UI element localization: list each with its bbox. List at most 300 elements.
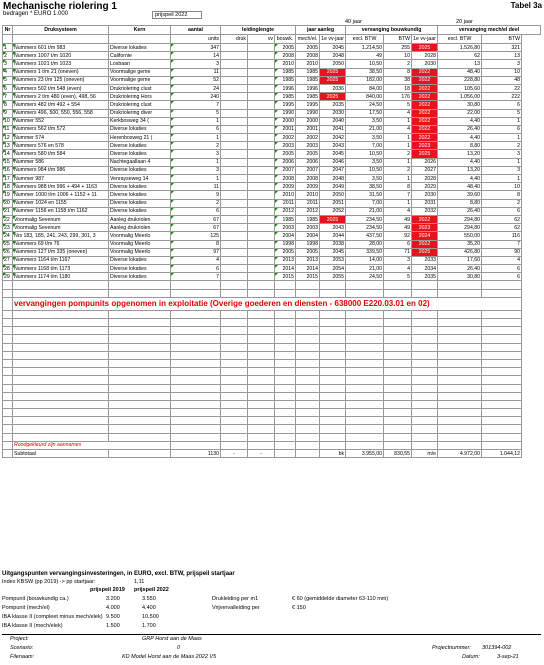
table-cell[interactable]: 62 <box>482 215 522 223</box>
table-cell[interactable] <box>171 343 221 351</box>
table-cell[interactable] <box>248 400 275 408</box>
table-cell[interactable]: 3,50 <box>346 117 384 125</box>
table-cell[interactable] <box>320 281 346 289</box>
table-cell[interactable]: 255 <box>384 44 412 52</box>
table-cell[interactable]: Nummers 576 en 578 <box>13 142 109 150</box>
table-cell[interactable] <box>221 158 248 166</box>
table-cell[interactable]: 7,00 <box>346 142 384 150</box>
table-cell[interactable] <box>109 289 171 297</box>
table-cell[interactable]: 62 <box>438 52 482 60</box>
table-cell[interactable]: 2036 <box>320 84 346 92</box>
table-cell[interactable]: 2003 <box>275 142 296 150</box>
table-cell[interactable]: 1990 <box>296 109 320 117</box>
table-cell[interactable] <box>248 319 275 327</box>
table-cell[interactable]: 13,20 <box>438 166 482 174</box>
table-cell[interactable] <box>384 384 412 392</box>
table-cell[interactable]: 11 <box>171 68 221 76</box>
table-cell[interactable]: 21,00 <box>346 207 384 215</box>
table-cell[interactable] <box>248 392 275 400</box>
table-cell[interactable]: 4 <box>482 256 522 264</box>
table-cell[interactable] <box>221 425 248 433</box>
table-cell[interactable]: 21,00 <box>346 125 384 133</box>
table-cell[interactable]: 9 <box>171 191 221 199</box>
table-cell[interactable] <box>109 384 171 392</box>
table-cell[interactable]: 2030 <box>412 60 438 68</box>
table-cell[interactable]: 2025 <box>320 215 346 223</box>
table-cell[interactable] <box>13 343 109 351</box>
table-cell[interactable] <box>221 142 248 150</box>
table-cell[interactable] <box>296 335 320 343</box>
table-cell[interactable]: 26 <box>3 248 13 256</box>
table-cell[interactable] <box>412 376 438 384</box>
table-cell[interactable]: 1985 <box>296 215 320 223</box>
table-cell[interactable]: 2043 <box>320 142 346 150</box>
table-cell[interactable] <box>3 400 13 408</box>
table-cell[interactable]: 13 <box>3 142 13 150</box>
table-cell[interactable] <box>296 281 320 289</box>
table-cell[interactable] <box>275 425 296 433</box>
table-cell[interactable] <box>412 384 438 392</box>
table-cell[interactable] <box>412 368 438 376</box>
table-cell[interactable]: 67 <box>171 215 221 223</box>
table-cell[interactable]: 2022 <box>412 93 438 101</box>
table-cell[interactable] <box>482 310 522 318</box>
table-cell[interactable]: 10 <box>3 117 13 125</box>
table-cell[interactable]: 234,50 <box>346 215 384 223</box>
table-cell[interactable] <box>221 327 248 335</box>
table-cell[interactable]: Diverse lokaties <box>109 150 171 158</box>
table-cell[interactable] <box>275 433 296 441</box>
table-cell[interactable] <box>221 207 248 215</box>
table-cell[interactable]: 48 <box>482 76 522 84</box>
table-cell[interactable] <box>248 134 275 142</box>
table-cell[interactable] <box>438 433 482 441</box>
table-cell[interactable] <box>320 409 346 417</box>
table-cell[interactable]: 2024 <box>412 232 438 240</box>
table-cell[interactable] <box>296 409 320 417</box>
table-cell[interactable] <box>412 351 438 359</box>
table-cell[interactable] <box>221 281 248 289</box>
table-cell[interactable] <box>109 343 171 351</box>
table-cell[interactable]: 29 <box>3 273 13 281</box>
table-cell[interactable]: 49 <box>346 52 384 60</box>
table-cell[interactable]: Nummers 127 t/m 335 (oneven) <box>13 248 109 256</box>
table-cell[interactable]: 18 <box>384 84 412 92</box>
table-cell[interactable] <box>221 392 248 400</box>
table-cell[interactable] <box>384 281 412 289</box>
table-cell[interactable]: 2046 <box>320 158 346 166</box>
table-cell[interactable] <box>248 224 275 232</box>
table-cell[interactable] <box>221 224 248 232</box>
table-cell[interactable] <box>109 433 171 441</box>
table-cell[interactable] <box>275 351 296 359</box>
table-cell[interactable]: 2005 <box>296 248 320 256</box>
table-cell[interactable]: 1996 <box>296 84 320 92</box>
table-cell[interactable]: Diverse lokaties <box>109 191 171 199</box>
table-cell[interactable] <box>320 368 346 376</box>
table-cell[interactable]: 20 <box>3 199 13 207</box>
table-cell[interactable]: 14 <box>3 150 13 158</box>
table-cell[interactable]: 2055 <box>320 273 346 281</box>
table-cell[interactable]: 1 <box>482 175 522 183</box>
table-cell[interactable]: 2022 <box>412 109 438 117</box>
table-cell[interactable]: Nummers 601 t/m 983 <box>13 44 109 52</box>
table-cell[interactable]: 1 <box>171 175 221 183</box>
table-cell[interactable]: 6 <box>3 84 13 92</box>
table-cell[interactable]: 2013 <box>275 256 296 264</box>
table-cell[interactable] <box>248 93 275 101</box>
table-cell[interactable]: 38,50 <box>346 183 384 191</box>
table-cell[interactable] <box>296 376 320 384</box>
table-cell[interactable]: 8 <box>3 101 13 109</box>
table-cell[interactable] <box>221 68 248 76</box>
table-cell[interactable] <box>171 392 221 400</box>
table-cell[interactable] <box>109 319 171 327</box>
table-cell[interactable]: 234,50 <box>346 224 384 232</box>
table-cell[interactable]: 13 <box>438 60 482 68</box>
table-cell[interactable]: 1 <box>384 134 412 142</box>
table-cell[interactable]: 2031 <box>412 199 438 207</box>
table-cell[interactable] <box>221 76 248 84</box>
table-cell[interactable] <box>412 335 438 343</box>
table-cell[interactable]: 4,40 <box>438 117 482 125</box>
table-cell[interactable]: Nummers 1021 t/m 1023 <box>13 60 109 68</box>
table-cell[interactable]: Nummers 984 t/m 986 <box>13 166 109 174</box>
table-cell[interactable]: 28,00 <box>346 240 384 248</box>
table-cell[interactable] <box>248 125 275 133</box>
table-cell[interactable]: 2023 <box>412 224 438 232</box>
table-cell[interactable]: 2007 <box>275 166 296 174</box>
table-cell[interactable] <box>3 409 13 417</box>
table-cell[interactable] <box>384 351 412 359</box>
table-cell[interactable] <box>248 384 275 392</box>
table-cell[interactable] <box>346 392 384 400</box>
table-cell[interactable] <box>248 281 275 289</box>
table-cell[interactable] <box>171 281 221 289</box>
table-cell[interactable]: Diverse lokaties <box>109 166 171 174</box>
table-cell[interactable] <box>248 368 275 376</box>
table-cell[interactable] <box>171 310 221 318</box>
table-cell[interactable] <box>296 417 320 425</box>
table-cell[interactable]: 21,00 <box>346 265 384 273</box>
table-cell[interactable]: 2050 <box>320 191 346 199</box>
table-cell[interactable]: 2025 <box>412 44 438 52</box>
table-cell[interactable]: 49 <box>384 215 412 223</box>
table-cell[interactable]: 2 <box>482 142 522 150</box>
table-cell[interactable] <box>320 289 346 297</box>
table-cell[interactable]: 2 <box>171 142 221 150</box>
table-cell[interactable] <box>3 335 13 343</box>
table-cell[interactable] <box>221 199 248 207</box>
table-cell[interactable]: Voormalige geme <box>109 68 171 76</box>
table-cell[interactable] <box>248 248 275 256</box>
table-cell[interactable] <box>221 417 248 425</box>
table-cell[interactable]: Nachtegaallaan 4 <box>109 158 171 166</box>
table-cell[interactable] <box>248 409 275 417</box>
table-cell[interactable]: 6 <box>171 207 221 215</box>
table-cell[interactable]: 1 <box>482 158 522 166</box>
table-cell[interactable] <box>171 376 221 384</box>
table-cell[interactable]: 2041 <box>320 125 346 133</box>
table-cell[interactable]: Nummer 552 <box>13 117 109 125</box>
table-cell[interactable]: 2022 <box>412 76 438 84</box>
table-cell[interactable]: 176 <box>384 93 412 101</box>
table-cell[interactable]: 2000 <box>296 117 320 125</box>
table-cell[interactable]: 2054 <box>320 265 346 273</box>
table-cell[interactable] <box>438 392 482 400</box>
table-cell[interactable] <box>412 319 438 327</box>
table-cell[interactable] <box>320 343 346 351</box>
table-cell[interactable]: 39,60 <box>438 191 482 199</box>
table-cell[interactable] <box>109 425 171 433</box>
table-cell[interactable] <box>384 319 412 327</box>
table-cell[interactable]: 1 <box>384 175 412 183</box>
table-cell[interactable] <box>438 281 482 289</box>
table-cell[interactable] <box>320 384 346 392</box>
table-cell[interactable] <box>248 289 275 297</box>
table-cell[interactable] <box>221 289 248 297</box>
table-cell[interactable] <box>482 335 522 343</box>
table-cell[interactable] <box>438 310 482 318</box>
table-cell[interactable] <box>248 265 275 273</box>
table-cell[interactable]: Drukriolering diver <box>109 109 171 117</box>
table-cell[interactable] <box>221 351 248 359</box>
table-cell[interactable]: 4 <box>384 125 412 133</box>
table-cell[interactable] <box>346 376 384 384</box>
table-cell[interactable] <box>275 392 296 400</box>
table-cell[interactable] <box>221 240 248 248</box>
table-cell[interactable] <box>275 281 296 289</box>
table-cell[interactable]: 2045 <box>320 44 346 52</box>
table-cell[interactable] <box>438 400 482 408</box>
table-cell[interactable] <box>221 215 248 223</box>
table-cell[interactable]: 7 <box>171 101 221 109</box>
table-cell[interactable]: 71 <box>384 248 412 256</box>
table-cell[interactable]: 2047 <box>320 166 346 174</box>
table-cell[interactable] <box>412 281 438 289</box>
table-cell[interactable] <box>109 327 171 335</box>
table-cell[interactable] <box>3 433 13 441</box>
table-cell[interactable] <box>221 109 248 117</box>
table-cell[interactable]: 3 <box>384 256 412 264</box>
table-cell[interactable]: Diverse lokaties <box>109 265 171 273</box>
table-cell[interactable] <box>384 425 412 433</box>
table-cell[interactable] <box>320 376 346 384</box>
table-cell[interactable]: Nummers 1007 t/m 1020 <box>13 52 109 60</box>
table-cell[interactable] <box>248 433 275 441</box>
table-cell[interactable]: 2035 <box>320 101 346 109</box>
table-cell[interactable]: 2042 <box>320 134 346 142</box>
table-cell[interactable] <box>13 289 109 297</box>
table-cell[interactable]: 21 <box>3 207 13 215</box>
table-cell[interactable] <box>221 232 248 240</box>
table-cell[interactable] <box>109 359 171 367</box>
table-cell[interactable]: 2 <box>384 150 412 158</box>
table-cell[interactable]: 321 <box>482 44 522 52</box>
table-cell[interactable] <box>275 384 296 392</box>
table-cell[interactable]: Aanleg drukriolen <box>109 224 171 232</box>
table-cell[interactable] <box>221 150 248 158</box>
table-cell[interactable]: 294,80 <box>438 215 482 223</box>
table-cell[interactable] <box>13 335 109 343</box>
table-cell[interactable]: 8 <box>482 191 522 199</box>
table-cell[interactable]: 2028 <box>412 175 438 183</box>
table-cell[interactable]: 2052 <box>320 207 346 215</box>
table-cell[interactable]: 228,80 <box>438 76 482 84</box>
table-cell[interactable]: 3 <box>171 60 221 68</box>
table-cell[interactable] <box>248 52 275 60</box>
table-cell[interactable]: 1985 <box>296 93 320 101</box>
table-cell[interactable] <box>248 150 275 158</box>
table-cell[interactable]: 7 <box>171 273 221 281</box>
table-cell[interactable] <box>384 368 412 376</box>
table-cell[interactable]: 1 <box>171 117 221 125</box>
table-cell[interactable]: 90 <box>482 248 522 256</box>
table-cell[interactable] <box>3 425 13 433</box>
table-cell[interactable]: 6 <box>482 273 522 281</box>
table-cell[interactable]: 437,50 <box>346 232 384 240</box>
table-cell[interactable]: Diverse lokaties <box>109 183 171 191</box>
table-cell[interactable] <box>320 433 346 441</box>
table-cell[interactable] <box>438 376 482 384</box>
table-cell[interactable]: 3 <box>171 166 221 174</box>
table-cell[interactable] <box>3 376 13 384</box>
table-cell[interactable] <box>296 310 320 318</box>
table-cell[interactable] <box>296 289 320 297</box>
table-cell[interactable]: Voormalig Meerlo <box>109 248 171 256</box>
table-cell[interactable] <box>171 425 221 433</box>
table-cell[interactable]: 10 <box>384 52 412 60</box>
table-cell[interactable] <box>3 281 13 289</box>
table-cell[interactable]: 3,50 <box>346 134 384 142</box>
table-cell[interactable]: 6 <box>384 240 412 248</box>
table-cell[interactable] <box>438 351 482 359</box>
table-cell[interactable] <box>248 310 275 318</box>
table-cell[interactable] <box>109 281 171 289</box>
table-cell[interactable]: 62 <box>482 224 522 232</box>
table-cell[interactable] <box>296 425 320 433</box>
table-cell[interactable] <box>384 376 412 384</box>
table-cell[interactable]: Diverse lokaties <box>109 207 171 215</box>
table-cell[interactable]: 5 <box>384 273 412 281</box>
table-cell[interactable]: 222 <box>482 93 522 101</box>
table-cell[interactable]: 24,50 <box>346 101 384 109</box>
table-cell[interactable]: 2002 <box>275 134 296 142</box>
table-cell[interactable]: 6 <box>482 265 522 273</box>
table-cell[interactable] <box>221 134 248 142</box>
table-cell[interactable] <box>346 359 384 367</box>
table-cell[interactable] <box>346 425 384 433</box>
table-cell[interactable] <box>221 117 248 125</box>
table-cell[interactable] <box>412 359 438 367</box>
table-cell[interactable] <box>482 433 522 441</box>
table-cell[interactable] <box>13 376 109 384</box>
table-cell[interactable] <box>384 392 412 400</box>
table-cell[interactable]: 2006 <box>275 158 296 166</box>
table-cell[interactable] <box>13 433 109 441</box>
table-cell[interactable]: 4,40 <box>438 175 482 183</box>
table-cell[interactable] <box>248 68 275 76</box>
table-cell[interactable]: 2028 <box>412 52 438 60</box>
table-cell[interactable] <box>384 433 412 441</box>
table-cell[interactable]: 550,00 <box>438 232 482 240</box>
table-cell[interactable]: 2029 <box>412 183 438 191</box>
table-cell[interactable]: 28 <box>3 265 13 273</box>
table-cell[interactable] <box>221 265 248 273</box>
table-cell[interactable]: 17,60 <box>438 256 482 264</box>
table-cell[interactable]: Nummer 987 <box>13 175 109 183</box>
table-cell[interactable] <box>384 417 412 425</box>
table-cell[interactable] <box>275 319 296 327</box>
table-cell[interactable] <box>171 351 221 359</box>
table-cell[interactable]: 2025 <box>412 248 438 256</box>
table-cell[interactable]: 67 <box>171 224 221 232</box>
table-cell[interactable]: 2040 <box>320 117 346 125</box>
table-cell[interactable]: 10 <box>482 68 522 76</box>
table-cell[interactable]: Diverse lokaties <box>109 256 171 264</box>
table-cell[interactable]: 1998 <box>275 240 296 248</box>
table-cell[interactable] <box>412 400 438 408</box>
table-cell[interactable] <box>13 351 109 359</box>
table-cell[interactable] <box>221 183 248 191</box>
table-cell[interactable] <box>384 310 412 318</box>
table-cell[interactable]: 2 <box>384 60 412 68</box>
table-cell[interactable]: 2022 <box>412 134 438 142</box>
table-cell[interactable] <box>221 125 248 133</box>
table-cell[interactable] <box>482 343 522 351</box>
table-cell[interactable]: 2 <box>482 199 522 207</box>
table-cell[interactable] <box>482 409 522 417</box>
table-cell[interactable]: 84,00 <box>346 84 384 92</box>
table-cell[interactable] <box>3 392 13 400</box>
table-cell[interactable] <box>248 166 275 174</box>
table-cell[interactable]: 1985 <box>275 68 296 76</box>
table-cell[interactable]: 2011 <box>296 199 320 207</box>
table-cell[interactable]: 4 <box>384 265 412 273</box>
table-cell[interactable] <box>320 359 346 367</box>
table-cell[interactable]: 2005 <box>296 150 320 158</box>
table-cell[interactable] <box>438 327 482 335</box>
table-cell[interactable]: 23 <box>3 224 13 232</box>
table-cell[interactable]: 49 <box>384 224 412 232</box>
table-cell[interactable]: 9 <box>3 109 13 117</box>
table-cell[interactable] <box>438 335 482 343</box>
table-cell[interactable]: 24,50 <box>346 273 384 281</box>
table-cell[interactable] <box>221 256 248 264</box>
table-cell[interactable] <box>221 101 248 109</box>
table-cell[interactable] <box>221 384 248 392</box>
table-cell[interactable] <box>221 84 248 92</box>
table-cell[interactable] <box>346 400 384 408</box>
table-cell[interactable] <box>221 343 248 351</box>
table-cell[interactable] <box>221 273 248 281</box>
table-cell[interactable]: 8 <box>384 68 412 76</box>
table-cell[interactable] <box>320 335 346 343</box>
table-cell[interactable] <box>248 425 275 433</box>
table-cell[interactable]: 1.056,00 <box>438 93 482 101</box>
table-cell[interactable] <box>320 327 346 335</box>
table-cell[interactable] <box>221 335 248 343</box>
table-cell[interactable] <box>346 368 384 376</box>
table-cell[interactable] <box>320 417 346 425</box>
table-cell[interactable] <box>221 433 248 441</box>
table-cell[interactable] <box>320 425 346 433</box>
table-cell[interactable]: 26,40 <box>438 125 482 133</box>
table-cell[interactable]: 6 <box>482 101 522 109</box>
table-cell[interactable]: 24 <box>3 232 13 240</box>
table-cell[interactable] <box>248 183 275 191</box>
table-cell[interactable]: 38 <box>384 76 412 84</box>
